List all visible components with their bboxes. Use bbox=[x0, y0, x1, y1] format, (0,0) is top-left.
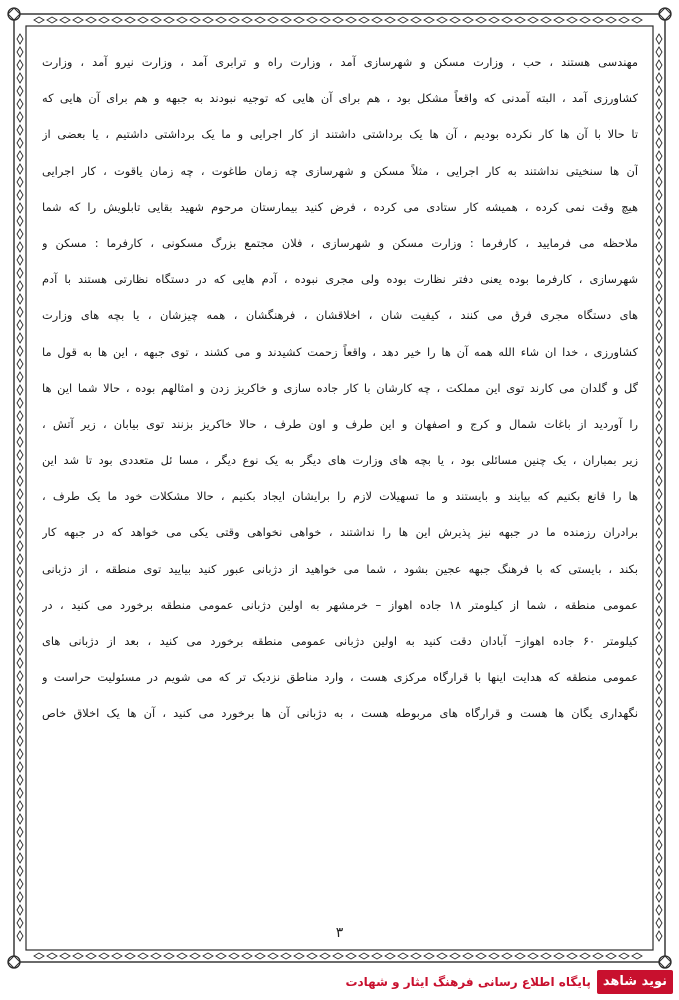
text-line: آن ها سنخیتی نداشتند به کار اجرایی ، مثلاً مسکن و شهرسازی چه زمان طاغوت ، چه زمان یاقوت ، کار اجرایی bbox=[42, 163, 638, 178]
text-line: های دستگاه مجری فرق می کنند ، کیفیت شان ، اخلاقشان ، فرهنگشان ، همه چیزشان ، یا بچه های وزارت bbox=[42, 308, 638, 323]
body-text bbox=[42, 44, 638, 732]
text-line: گل و گلدان می کارند توی این مملکت ، چه کارشان با کار جاده سازی و خاکریز زدن و امثالهم بوده ، حالا شما این ها bbox=[42, 380, 638, 395]
text-line: تا حالا با آن ها کار نکرده بودیم ، آن ها یک برداشتی داشتند از کار اجرایی و ما یک برداشتی داشتیم ، یا بعضی از bbox=[42, 127, 638, 142]
text-line: ها را قانع بکنیم که بیایند و بایستند و ما تسهیلات لازم را برایشان ایجاد بکنیم ، حالا مشکلات خود ما یک طرف ، bbox=[42, 489, 638, 504]
text-line: نگهداری یگان ها هست و قرارگاه های مربوطه هست ، به دژبانی آن ها برخورد می کنید ، آن ها یک اخلاق خاص bbox=[42, 706, 638, 721]
text-line: را آوردید از باغات شمال و کرج و اصفهان و این طرف و اون طرف ، حالا خاکریز بزنند توی بیابان ، زیر آتش ، bbox=[42, 416, 638, 431]
text-line: کشاورزی ، خدا ان شاء الله همه آن ها را خیر دهد ، واقعاً زحمت کشیدند و می کشند ، توی جبهه ، این ها به قول ما bbox=[42, 344, 638, 359]
text-line: کیلومتر ۶۰ جاده اهواز– آبادان دقت کنید به اولین دژبانی عمومی منطقه برخورد می کنید ، بعد از دژبانی های bbox=[42, 634, 638, 648]
text-line: ملاحظه می فرمایید ، کارفرما : وزارت مسکن و شهرسازی ، فلان مجتمع بزرگ مسکونی ، کارفرما : مسکن و bbox=[42, 235, 638, 250]
text-line: بکند ، بایستی که با فرهنگ جبهه عجین بشود ، شما می خواهید از دژبانی عبور کنید بیایید توی منطقه ، از دژبانی bbox=[42, 561, 638, 576]
text-line: شهرسازی ، کارفرما بوده یعنی دفتر نظارت بوده ولی مجری نبوده ، آدم هایی که در دستگاه نظارتی هستند با آدم bbox=[42, 272, 638, 287]
logo-mark: نوید شاهد bbox=[597, 970, 673, 994]
text-line: عمومی منطقه که هدایت اینها با قرارگاه مرکزی هست ، وارد مناطق نزدیک تر که می شویم در مسئولیت حراست و bbox=[42, 670, 638, 685]
page-number: ۳ bbox=[335, 925, 344, 941]
text-line: زیر بمباران ، یک چنین مسائلی بود ، یا بچه های وزارت های دیگر به یک نوع دیگر ، مسا ئل متعددی بود تا شد این bbox=[42, 453, 638, 468]
logo-caption: پایگاه اطلاع رسانی فرهنگ ایثار و شهادت bbox=[345, 975, 591, 989]
site-logo bbox=[345, 968, 673, 996]
text-line: هیچ وقت نمی کرده ، همیشه کار ستادی می کرده ، فرض کنید بیمارستان مرحوم شهید بقایی تابلویش را که شما bbox=[42, 199, 638, 214]
text-line: برادران رزمنده ما در جبهه نیز پذیرش این ها را نداشتند ، خواهی نخواهی وقتی یکی می خواهد که در جبهه کار bbox=[42, 525, 638, 540]
text-line: کشاورزی آمد ، البته آمدنی که واقعاً مشکل بود ، هم برای آن هایی که توجیه نبودند به جبهه و هم برای آن هایی که bbox=[42, 91, 638, 106]
text-line: عمومی منطقه ، شما از کیلومتر ۱۸ جاده اهواز – خرمشهر به اولین دژبانی عمومی منطقه برخورد می کنید ، در bbox=[42, 597, 638, 612]
text-line: مهندسی هستند ، حب ، وزارت مسکن و شهرسازی آمد ، وزارت راه و ترابری آمد ، وزارت نیرو آمد ، وزارت bbox=[42, 55, 638, 69]
